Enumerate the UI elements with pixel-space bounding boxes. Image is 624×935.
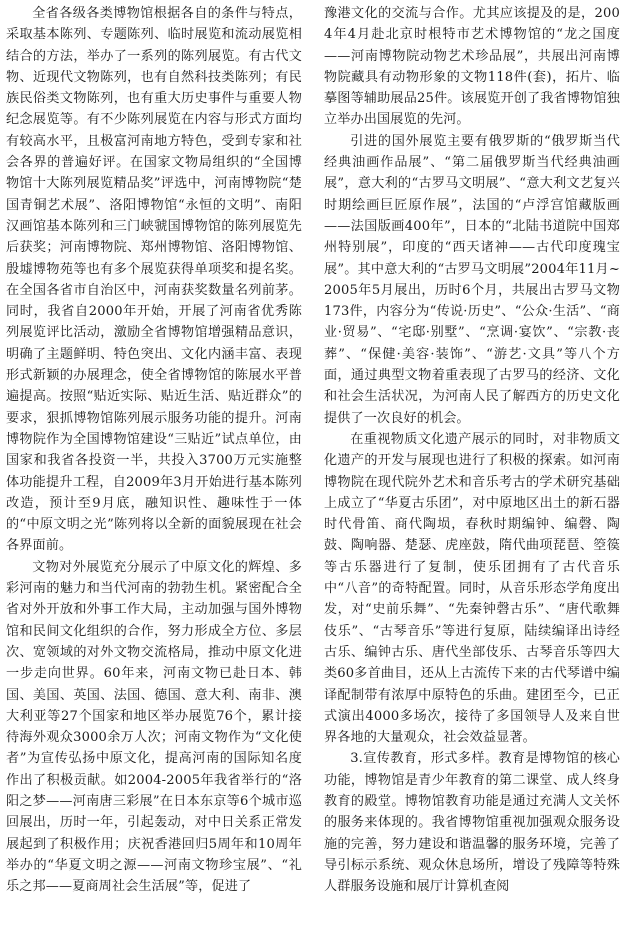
paragraph-imported-exhibitions: 引进的国外展览主要有俄罗斯的“俄罗斯当代经典油画作品展”、“第二届俄罗斯当代经典油画展”，意大利的“古罗马文明展”、“意大利文艺复兴时期绘画巨匠原作展”，法国的“卢浮宫馆藏版画——法国版画400年”，日本的“北陆书道院中国郑州特别展”，印度的“西天诸神——古代印度瑰宝展”。其中意大利的“古罗马文明展”2004年11月~2005年5月展出，历时6个月，共展出古罗马文物173件，内容分为“传说·历史”、“公众·生活”、“商业·贸易”、“宅邸·别墅”、“烹调·宴饮”、“宗教·丧葬”、“保健·美容·装饰”、“游艺·文具”等八个方面，通过典型文物着重表现了古罗马的经济、文化和社会生活状况，为河南人民了解西方的历史文化提供了一次良好的机会。 [324, 133, 620, 426]
paragraph-foreign-exhibitions-continued: 豫港文化的交流与合作。尤其应该提及的是，2004年4月赴北京时根特市艺术博物馆的“龙之国度——河南博物院动物艺术珍品展”，共展出河南博物院藏具有动物形象的文物118件(套)，拓片、临摹图等辅助展品25件。该展览开创了我省博物馆独立举办出国展览的先河。 [324, 6, 620, 128]
paragraph-intangible-heritage: 在重视物质文化遗产展示的同时，对非物质文化遗产的开发与展现也进行了积极的探索。如河南博物院在现代院外艺术和音乐考古的学术研究基础上成立了“华夏古乐团”，对中原地区出土的新石器时代骨笛、商代陶埙，春秋时期编钟、编磬、陶鼓、陶响器、楚瑟、虎座鼓，隋代曲项琵琶、箜篌等古乐器进行了复制，使乐团拥有了古代音乐中“八音”的奇特配置。同时，从音乐形态学角度出发，对“史前乐舞”、“先秦钟磬古乐”、“唐代歌舞伎乐”、“古琴音乐”等进行复原，陆续编译出诗经古乐、编钟古乐、唐代坐部伎乐、古琴音乐等四大类60多首曲目，还从上古流传下来的古代琴谱中编译配制带有浓厚中原特色的乐曲。建团至今，已正式演出4000多场次，接待了多国领导人及来自世界各地的大量观众，社会效益显著。 [324, 431, 620, 746]
paragraph-exhibitions-overview: 全省各级各类博物馆根据各自的条件与特点，采取基本陈列、专题陈列、临时展览和流动展览相结合的方法，举办了一系列的陈列展览。有古代文物、近现代文物陈列，也有自然科技类陈列；有民族民俗类文物陈列，也有重大历史事件与重要人物纪念展览等。有不少陈列展览在内容与形式方面均有较高水平，且极富河南地方特色，受到专家和社会各界的普遍好评。在国家文物局组织的“全国博物馆十大陈列展览精品奖”评选中，河南博物院“楚国青铜艺术展”、洛阳博物馆“永恒的文明”、南阳汉画馆基本陈列和三门峡虢国博物馆的陈列展览先后获奖；河南博物院、郑州博物馆、洛阳博物馆、殷墟博物苑等也有多个展览获得单项奖和提名奖。在全国各省市自治区中，河南获奖数量名列前茅。同时，我省自2000年开始，开展了河南省优秀陈列展览评比活动，激励全省博物馆增强精品意识，明确了主题鲜明、特色突出、文化内涵丰富、表现形式新颖的办展理念，使全省博物馆的陈展水平普遍提高。按照“贴近实际、贴近生活、贴近群众”的要求，狠抓博物馆陈列展示服务功能的提升。河南博物院作为全国博物馆建设“三贴近”试点单位，由国家和我省各投资一半，共投入3700万元实施整体功能提升工程，自2009年3月开始进行基本陈列改造，预计至9月底，融知识性、趣味性于一体的“中原文明之光”陈列将以全新的面貌展现在社会各界面前。 [6, 6, 302, 554]
paragraph-foreign-exhibitions: 文物对外展览充分展示了中原文化的辉煌、多彩河南的魅力和当代河南的勃勃生机。紧密配合全省对外开放和外事工作大局，主动加强与国外博物馆和民间文化组织的合作，努力形成全方位、多层次、宽领域的对外文物交流格局，推动中原文化进一步走向世界。60年来，河南文物已赴日本、韩国、美国、英国、法国、德国、意大利、南非、澳大利亚等27个国家和地区举办展览76个，累计接待海外观众3000余万人次；河南文物作为“文化使者”为宣传弘扬中原文化，提高河南的国际知名度作出了积极贡献。如2004-2005年我省举行的“洛阳之梦——河南唐三彩展”在日本东京等6个城市巡回展出，历时一年，引起轰动，对中日关系正常发展起到了积极作用；庆祝香港回归5周年和10周年举办的“华夏文明之源——河南文物珍宝展”、“礼乐之邦——夏商周社会生活展”等，促进了 [6, 559, 302, 895]
paragraph-education: 3.宣传教育，形式多样。教育是博物馆的核心功能，博物馆是青少年教育的第二课堂、成人终身教育的殿堂。博物馆教育功能是通过充满人文关怀的服务来体现的。我省博物馆重视加强观众服务设施的完善，努力建设和谐温馨的服务环境，完善了导引标示系统、观众休息场所，增设了残障等特殊人群服务设施和展厅计算机查阅 [324, 751, 620, 895]
right-column [324, 3, 620, 897]
left-column [6, 3, 302, 897]
